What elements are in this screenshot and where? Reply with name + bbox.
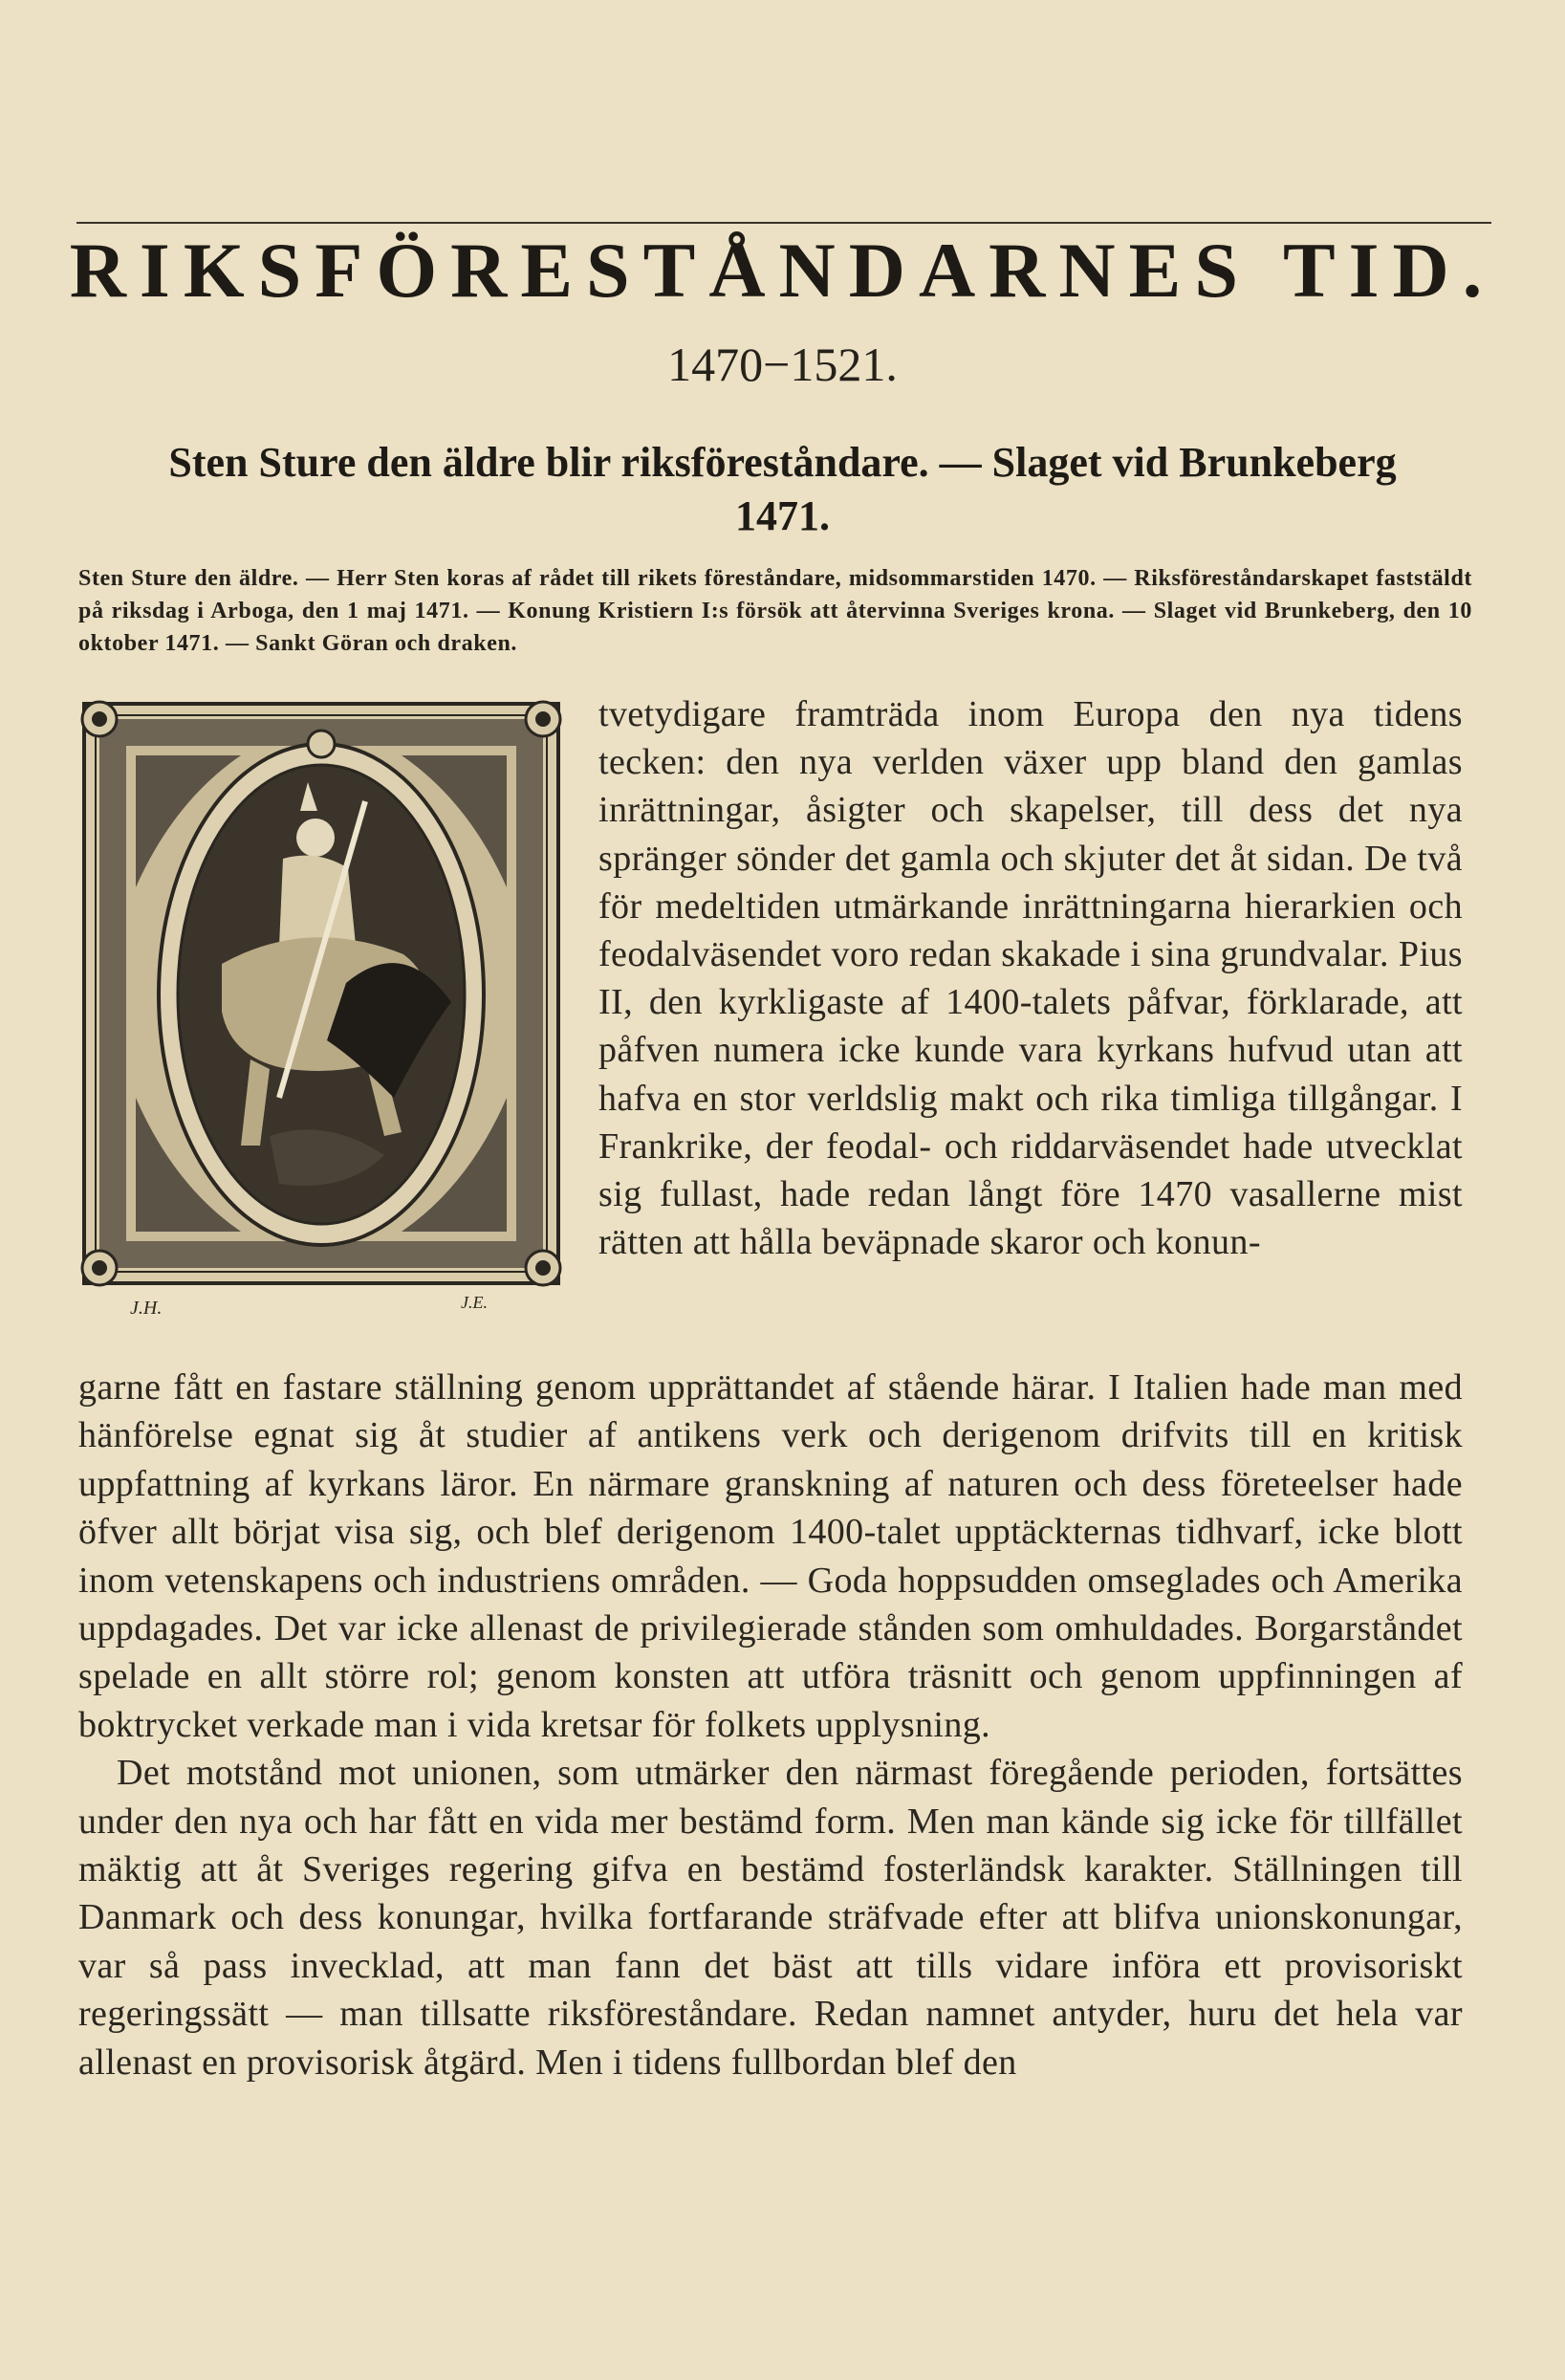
top-rule <box>76 222 1491 224</box>
chapter-years: 1470−1521. <box>667 338 898 391</box>
paragraph-2: Det motstånd mot unionen, som utmärker den närmast föregående perioden, fortsättes under den nya och har fått en vida mer bestämd form. Men man kände sig icke för tillfället mäktig att åt Sveriges regering gifva en bestämd fosterländsk karakter. Ställningen till Danmark och dess konungar, hvilka fortfarande sträfvade efter att blifva unionskonungar, var så pass invecklad, att man fann det bäst att tills vidare införa ett provisoriskt regeringssätt — man tillsatte riksföreståndare. Redan namnet antyder, huru det hela var allenast en provisorisk åtgärd. Men i tidens fullbordan blef den <box>78 1753 1463 2083</box>
paragraph-1-continued: garne fått en fastare ställning genom upprättandet af stående härar. I Italien hade man med hänförelse egnat sig åt studier af antikens verk och derigenom drifvits till en kritisk uppfattning af kyrkans läror. En närmare granskning af naturen och dess företeelser hade öfver allt börjat visa sig, och blef derigenom 1400-talet upptäckternas tidhvarf, icke blott inom vetenskapens och industriens områden. — Goda hoppsudden omseglades och Amerika uppdagades. Det var icke allenast de privilegierade stånden som omhuldades. Borgarståndet spelade en allt större rol; genom konsten att utföra träsnitt och genom uppfinningen af boktrycket verkade man i vida kretsar för folkets upplysning. <box>78 1367 1463 1745</box>
body-text-column <box>598 690 1463 1266</box>
section-subtitle: Sten Sture den äldre blir riksföreståndare. — Slaget vid Brunkeberg 1471. <box>168 439 1397 539</box>
body-text-full-width <box>78 1364 1463 2086</box>
engraver-signature-left: J.H. <box>130 1298 163 1319</box>
engraving-svg <box>78 696 566 1327</box>
section-summary: Sten Sture den äldre. — Herr Sten koras af rådet till rikets föreståndare, midsommarstiden 1470. — Riksföreståndarskapet faststäldt på riksdag i Arboga, den 1 maj 1471. — Konung Kristiern I:s försök att återvinna Sveriges krona. — Slaget vid Brunkeberg, den 10 oktober 1471. — Sankt Göran och draken. <box>78 566 1472 656</box>
saint-george-illustration <box>78 696 566 1327</box>
chapter-title: RIKSFÖRESTÅNDARNES TID. <box>69 227 1496 314</box>
engraver-signature-right: J.E. <box>461 1293 488 1312</box>
paragraph-1-start: tvetydigare framträda inom Europa den nya tidens tecken: den nya verlden växer upp bland den gamlas inrättningar, åsigter och skapelser, till dess det nya spränger sönder det gamla och skjuter det åt sidan. De två för medeltiden utmärkande inrättningarna hierarkien och feodalväsendet voro redan skakade i sina grundvalar. Pius II, den kyrkligaste af 1400-talets påfvar, förklarade, att påfven numera icke kunde vara kyrkans hufvud utan att hafva en stor verldslig makt och rika timliga tillgångar. I Frankrike, der feodal- och riddarväsendet hade utvecklat sig fullast, hade redan långt före 1470 vasallerne mist rätten att hålla beväpnade skaror och konun- <box>598 694 1463 1263</box>
